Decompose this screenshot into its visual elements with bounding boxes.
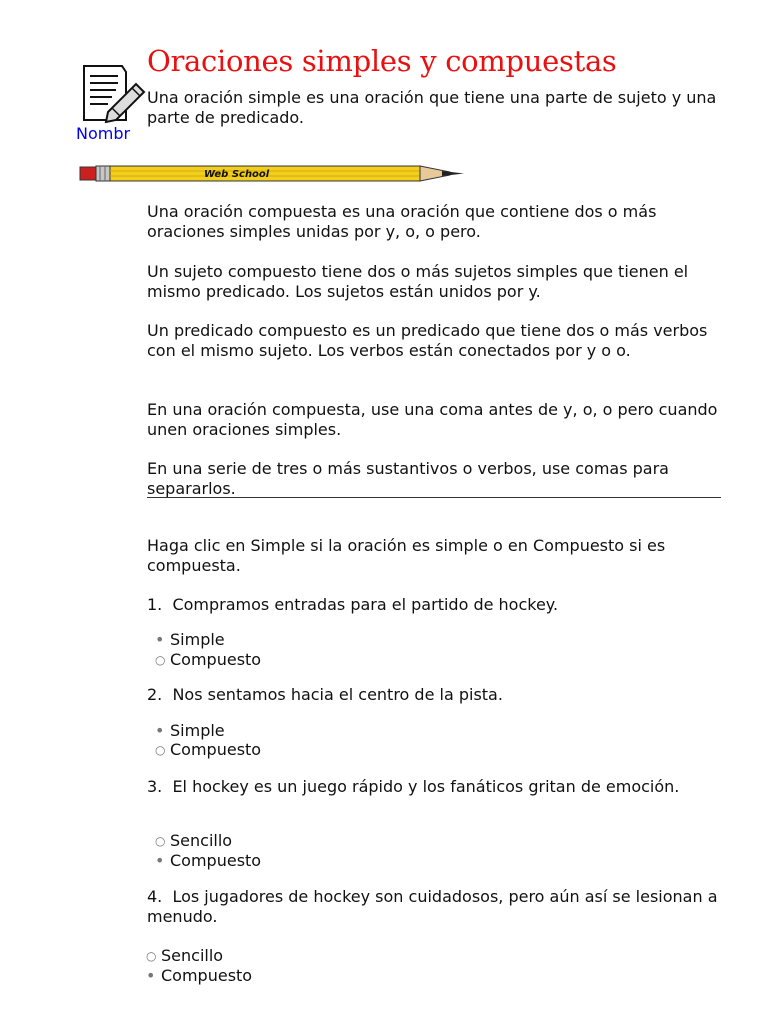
paragraph-compound-subject: Un sujeto compuesto tiene dos o más sujetos simples que tienen el mismo predicado. Los sujetos están unidos por y.	[147, 262, 689, 301]
answer-option[interactable]	[155, 740, 261, 760]
question-4	[147, 887, 737, 927]
answer-option[interactable]	[146, 946, 223, 966]
bullet-icon: •	[146, 966, 156, 985]
question-number: 4.	[147, 887, 163, 906]
pencil-label: Web School	[204, 169, 270, 180]
option-label: Simple	[170, 721, 225, 740]
divider	[147, 497, 721, 498]
paragraph-series-rule: En una serie de tres o más sustantivos o verbos, use comas para separarlos.	[147, 459, 669, 498]
bullet-icon: •	[155, 851, 165, 870]
answer-option[interactable]	[155, 630, 225, 650]
option-label: Compuesto	[161, 966, 253, 985]
option-label: Simple	[170, 630, 225, 649]
option-label: Compuesto	[170, 650, 262, 669]
question-3	[147, 777, 737, 797]
question-2	[147, 685, 737, 705]
answer-option[interactable]	[155, 831, 232, 851]
question-1	[147, 595, 737, 615]
answer-option[interactable]	[155, 721, 225, 741]
notepad-pencil-icon	[78, 62, 148, 124]
pencil-banner-icon	[78, 162, 468, 184]
option-label: Sencillo	[170, 831, 233, 850]
circle-icon: ○	[155, 653, 166, 667]
option-label: Compuesto	[170, 740, 262, 759]
question-number: 2.	[147, 685, 163, 704]
instructions: Haga clic en Simple si la oración es simple o en Compuesto si es compuesta.	[147, 536, 666, 575]
answer-option[interactable]	[146, 966, 252, 986]
circle-icon: ○	[146, 949, 157, 963]
question-text: Los jugadores de hockey son cuidadosos, pero aún así se lesionan a menudo.	[147, 887, 718, 926]
bullet-icon: •	[155, 721, 165, 740]
name-link[interactable]: Nombr	[76, 124, 131, 143]
option-label: Sencillo	[161, 946, 224, 965]
option-label: Compuesto	[170, 851, 262, 870]
question-text: El hockey es un juego rápido y los fanáticos gritan de emoción.	[172, 777, 680, 796]
paragraph-compound-sentence: Una oración compuesta es una oración que contiene dos o más oraciones simples unidas por y, o, o pero.	[147, 202, 657, 241]
answer-option[interactable]	[155, 650, 261, 670]
question-text: Compramos entradas para el partido de hockey.	[172, 595, 559, 614]
answer-option[interactable]	[155, 851, 261, 871]
paragraph-compound-predicate: Un predicado compuesto es un predicado que tiene dos o más verbos con el mismo sujeto. Los verbos están conectados por y o o.	[147, 321, 708, 360]
question-number: 1.	[147, 595, 163, 614]
bullet-icon: •	[155, 630, 165, 649]
circle-icon: ○	[155, 743, 166, 757]
question-text: Nos sentamos hacia el centro de la pista.	[172, 685, 503, 704]
page-title: Oraciones simples y compuestas	[147, 44, 617, 78]
question-number: 3.	[147, 777, 163, 796]
paragraph-comma-rule: En una oración compuesta, use una coma antes de y, o, o pero cuando unen oraciones simples.	[147, 400, 718, 439]
circle-icon: ○	[155, 834, 166, 848]
paragraph-simple-sentence: Una oración simple es una oración que tiene una parte de sujeto y una parte de predicado.	[147, 88, 717, 127]
